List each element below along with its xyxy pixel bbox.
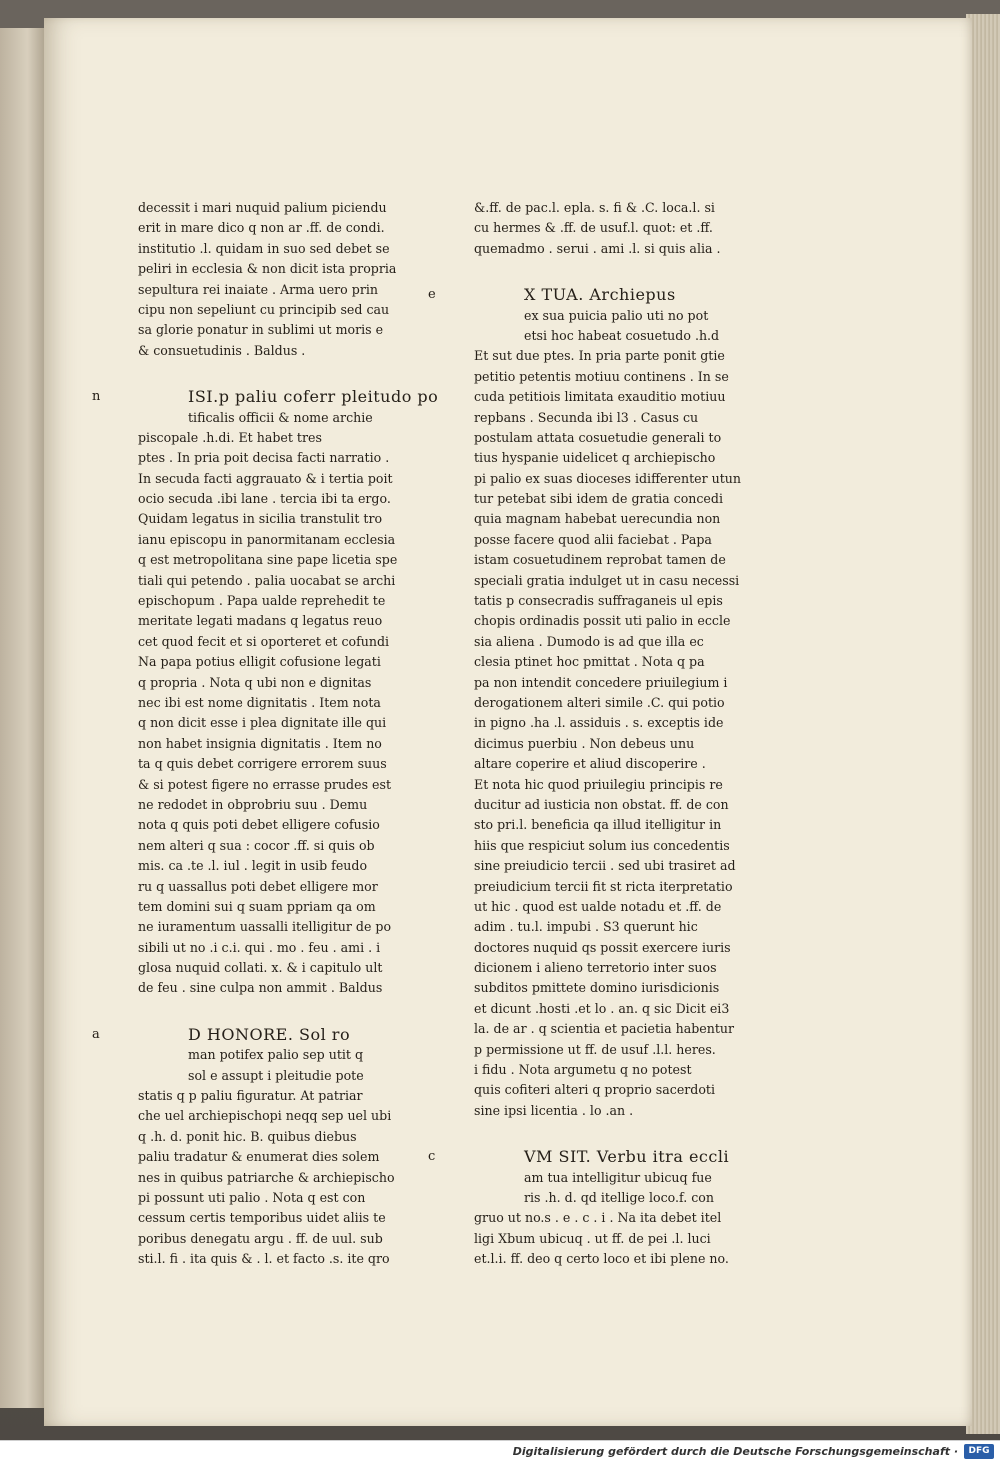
text-line: piscopale .h.di. Et habet tres <box>138 429 322 445</box>
text-line: ut hic . quod est ualde notadu et .ff. de <box>474 898 722 914</box>
text-line: la. de ar . q scientia et pacietia habentur <box>474 1021 735 1037</box>
text-line: nem alteri q sua : cocor .ff. si quis ob <box>138 837 375 853</box>
text-line: Et sut due ptes. In pria parte ponit gtie <box>474 348 725 364</box>
text-line: sa glorie ponatur in sublimi ut moris e <box>138 322 384 338</box>
text-line: pi possunt uti palio . Nota q est con <box>138 1189 366 1205</box>
digitization-footer <box>0 1440 1000 1463</box>
text-line: man potifex palio sep utit q <box>188 1047 364 1063</box>
text-line: de feu . sine culpa non ammit . Baldus <box>138 980 383 996</box>
text-line: preiudicium tercii fit st ricta iterpretatio <box>474 878 733 894</box>
text-line: adim . tu.l. impubi . S3 querunt hic <box>474 919 698 935</box>
guide-letter: n <box>92 389 101 405</box>
text-line: ta q quis debet corrigere errorem suus <box>138 756 387 772</box>
text-line: q .h. d. ponit hic. B. quibus diebus <box>138 1128 357 1144</box>
text-line: et.l.i. ff. deo q certo loco et ibi plene no. <box>474 1251 729 1267</box>
text-line: tatis p consecradis suffraganeis ul epis <box>474 593 723 609</box>
text-line: p permissione ut ff. de usuf .l.l. heres. <box>474 1041 716 1057</box>
text-line: tiali qui petendo . palia uocabat se archi <box>138 572 396 588</box>
text-line: & consuetudinis . Baldus . <box>138 342 306 358</box>
funding-credit: Digitalisierung gefördert durch die Deutsche Forschungsgemeinschaft · <box>512 1445 958 1458</box>
left-text-column <box>92 198 473 1270</box>
text-line: ducitur ad iusticia non obstat. ff. de con <box>474 796 729 812</box>
text-line: & si potest figere no errasse prudes est <box>138 776 392 792</box>
gloss-paragraph <box>92 387 473 999</box>
text-line: doctores nuquid qs possit exercere iuris <box>474 939 731 955</box>
text-line: institutio .l. quidam in suo sed debet se <box>138 240 390 256</box>
text-line: ru q uassallus poti debet elligere mor <box>138 878 378 894</box>
text-line: In secuda facti aggrauato & i tertia poit <box>138 470 393 486</box>
text-line: non habet insignia dignitatis . Item no <box>138 735 382 751</box>
text-line: speciali gratia indulget ut in casu necessi <box>474 572 740 588</box>
gloss-paragraph <box>428 1147 754 1269</box>
text-line: sine preiudicio tercii . sed ubi trasiret ad <box>474 858 736 874</box>
text-line: glosa nuquid collati. x. & i capitulo ult <box>138 960 383 976</box>
text-line: cessum certis temporibus uidet aliis te <box>138 1210 386 1226</box>
text-line: ris .h. d. qd itellige loco.f. con <box>524 1189 714 1205</box>
text-line: sine ipsi licentia . lo .an . <box>474 1102 634 1118</box>
text-line: quia magnam habebat uerecundia non <box>474 511 721 527</box>
text-line: in pigno .ha .l. assiduis . s. exceptis ide <box>474 715 724 731</box>
text-line: sti.l. fi . ita quis & . l. et facto .s. ite qro <box>138 1251 390 1267</box>
text-line: sibili ut no .i c.i. qui . mo . feu . ami . i <box>138 939 381 955</box>
text-line: quemadmo . serui . ami .l. si quis alia . <box>474 240 721 256</box>
text-line: cu hermes & .ff. de usuf.l. quot: et .ff. <box>474 220 713 236</box>
text-line: paliu tradatur & enumerat dies solem <box>138 1149 380 1165</box>
text-line: cuda petitiois limitata exauditio motiuu <box>474 389 726 405</box>
text-line: gruo ut no.s . e . c . i . Na ita debet itel <box>474 1210 722 1226</box>
text-line: nes in quibus patriarche & archiepischo <box>138 1169 395 1185</box>
text-line: che uel archiepischopi neqq sep uel ubi <box>138 1108 392 1124</box>
text-line: sia aliena . Dumodo is ad que illa ec <box>474 633 704 649</box>
text-line: peliri in ecclesia & non dicit ista propria <box>138 261 397 277</box>
text-line: dicionem i alieno terretorio inter suos <box>474 960 717 976</box>
paragraph-gap <box>138 999 473 1025</box>
text-line: tius hyspanie uidelicet q archiepischo <box>474 450 716 466</box>
text-line: sol e assupt i pleitudie pote <box>188 1067 364 1083</box>
text-line: postulam attata cosuetudie generali to <box>474 429 722 445</box>
text-line: nota q quis poti debet elligere cofusio <box>138 817 380 833</box>
guide-letter: e <box>428 287 436 303</box>
text-line: q non dicit esse i plea dignitate ille qui <box>138 715 387 731</box>
paragraph-gap <box>474 259 754 285</box>
text-line: q propria . Nota q ubi non e dignitas <box>138 674 372 690</box>
text-line: clesia ptinet hoc pmittat . Nota q pa <box>474 654 705 670</box>
text-line: epischopum . Papa ualde reprehedit te <box>138 593 386 609</box>
right-text-column <box>428 198 754 1270</box>
text-line: cet quod fecit et si oporteret et cofundi <box>138 633 390 649</box>
text-line: ex sua puicia palio uti no pot <box>524 307 709 323</box>
text-line: meritate legati madans q legatus reuo <box>138 613 383 629</box>
text-line: ne redodet in obprobriu suu . Demu <box>138 796 368 812</box>
text-line: subditos pmittete domino iurisdicionis <box>474 980 720 996</box>
text-line: altare coperire et aliud discoperire . <box>474 756 706 772</box>
text-line: ne iuramentum uassalli itelligitur de po <box>138 919 392 935</box>
text-line: istam cosuetudinem reprobat tamen de <box>474 552 726 568</box>
text-line: nec ibi est nome dignitatis . Item nota <box>138 694 381 710</box>
gloss-paragraph <box>92 1024 473 1270</box>
text-line: Na papa potius elligit cofusione legati <box>138 654 381 670</box>
paragraph-gap <box>474 1121 754 1147</box>
text-line: ocio secuda .ibi lane . tercia ibi ta ergo. <box>138 491 391 507</box>
text-line: chopis ordinadis possit uti palio in eccle <box>474 613 731 629</box>
text-line: &.ff. de pac.l. epla. s. fi & .C. loca.l. si <box>474 200 715 215</box>
text-line: pi palio ex suas dioceses idifferenter utun <box>474 470 742 486</box>
text-line: repbans . Secunda ibi l3 . Casus cu <box>474 409 699 425</box>
dfg-logo: DFG <box>964 1444 994 1459</box>
text-line: sepultura rei inaiate . Arma uero prin <box>138 281 378 297</box>
gloss-paragraph <box>428 285 754 1121</box>
text-line: quis cofiteri alteri q proprio sacerdoti <box>474 1082 716 1098</box>
text-line: posse facere quod alii faciebat . Papa <box>474 531 712 547</box>
text-line: am tua intelligitur ubicuq fue <box>524 1169 712 1185</box>
text-line: decessit i mari nuquid palium piciendu <box>138 200 387 215</box>
text-line: VM SIT. Verbu itra eccli <box>524 1147 730 1167</box>
text-line: etsi hoc habeat cosuetudo .h.d <box>524 327 720 343</box>
text-line: Quidam legatus in sicilia transtulit tro <box>138 511 383 527</box>
gloss-paragraph <box>138 198 473 361</box>
adjacent-page-strip <box>0 28 50 1408</box>
text-line: i fidu . Nota argumetu q no potest <box>474 1062 692 1078</box>
text-line: hiis que respiciut solum ius concedentis <box>474 837 730 853</box>
text-line: erit in mare dico q non ar .ff. de condi. <box>138 220 385 236</box>
text-line: petitio petentis motiuu continens . In se <box>474 368 729 384</box>
text-line: Et nota hic quod priuilegiu principis re <box>474 776 723 792</box>
text-line: ptes . In pria poit decisa facti narratio . <box>138 450 390 466</box>
text-line: mis. ca .te .l. iul . legit in usib feudo <box>138 858 368 874</box>
text-line: D HONORE. Sol ro <box>188 1024 351 1044</box>
text-line: ISI.p paliu coferr pleitudo po <box>188 387 439 407</box>
text-line: X TUA. Archiepus <box>524 285 676 305</box>
text-line: ianu episcopu in panormitanam ecclesia <box>138 531 396 547</box>
text-line: tur petebat sibi idem de gratia concedi <box>474 491 723 507</box>
text-line: tem domini sui q suam ppriam qa om <box>138 898 376 914</box>
guide-letter: a <box>92 1026 100 1042</box>
guide-letter: c <box>428 1149 436 1165</box>
paragraph-gap <box>138 361 473 387</box>
text-line: et dicunt .hosti .et lo . an. q sic Dicit ei3 <box>474 1000 730 1016</box>
text-line: poribus denegatu argu . ff. de uul. sub <box>138 1230 383 1246</box>
text-line: statis q p paliu figuratur. At patriar <box>138 1088 363 1104</box>
text-line: dicimus puerbiu . Non debeus unu <box>474 735 695 751</box>
text-line: cipu non sepeliunt cu principib sed cau <box>138 301 390 317</box>
text-line: ligi Xbum ubicuq . ut ff. de pei .l. luci <box>474 1230 711 1246</box>
gloss-paragraph <box>474 198 754 259</box>
text-line: derogationem alteri simile .C. qui potio <box>474 694 725 710</box>
text-line: q est metropolitana sine pape licetia spe <box>138 552 398 568</box>
text-line: tificalis officii & nome archie <box>188 409 373 425</box>
text-line: sto pri.l. beneficia qa illud itelligitur in <box>474 817 722 833</box>
text-line: pa non intendit concedere priuilegium i <box>474 674 728 690</box>
book-page <box>44 18 972 1426</box>
